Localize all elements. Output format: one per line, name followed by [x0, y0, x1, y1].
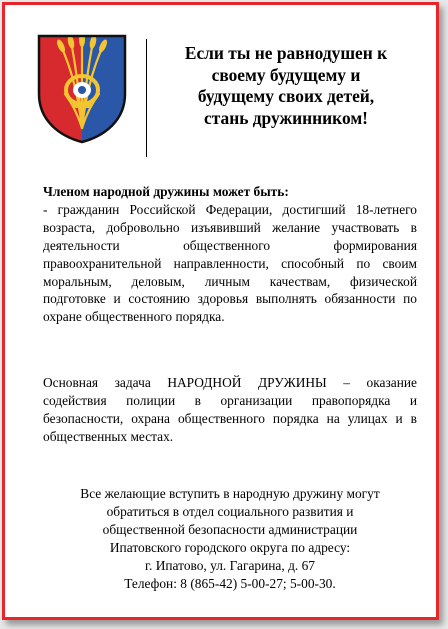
- contact-line: Все желающие вступить в народную дружину могут: [80, 486, 380, 501]
- contact-line: Ипатовского городского округа по адресу:: [109, 539, 351, 555]
- headline-line: Если ты не равнодушен к: [184, 43, 388, 63]
- contact-phone: Телефон: 8 (865-42) 5-00-27; 5-00-30.: [124, 575, 336, 591]
- membership-lead: Членом народной дружины может быть:: [43, 184, 289, 199]
- coat-of-arms-icon: [35, 32, 129, 144]
- contact-address: г. Ипатово, ул. Гагарина, д. 67: [145, 557, 315, 573]
- contact-section: [43, 485, 417, 592]
- contact-line: обратиться в отдел социального развития и: [106, 503, 354, 519]
- headline: [155, 43, 417, 129]
- headline-line: стань дружинником!: [204, 107, 368, 128]
- headline-line: своему будущему и: [211, 64, 361, 85]
- contact-line: общественной безопасности администрации: [102, 521, 358, 537]
- mission-paragraph: Основная задача НАРОДНОЙ ДРУЖИНЫ – оказание содействия полиции в организации правопорядка и безопасности, охрана общественного порядка на улицах и в общественных местах.: [43, 375, 417, 444]
- headline-line: будущему своих детей,: [197, 86, 375, 106]
- membership-section: [43, 183, 417, 326]
- leaflet-page: [2, 2, 439, 620]
- divider-line: [146, 39, 147, 157]
- membership-body: - гражданин Российской Федерации, достигший 18-летнего возраста, добровольно изъявивший желание участвовать в деятельности общественного формирования правоохранительной направленности, способный по своим моральным, деловым, личным качествам, физической подготовке и состоянию здоровья выполнять обязанности по охране общественного порядка.: [43, 201, 417, 325]
